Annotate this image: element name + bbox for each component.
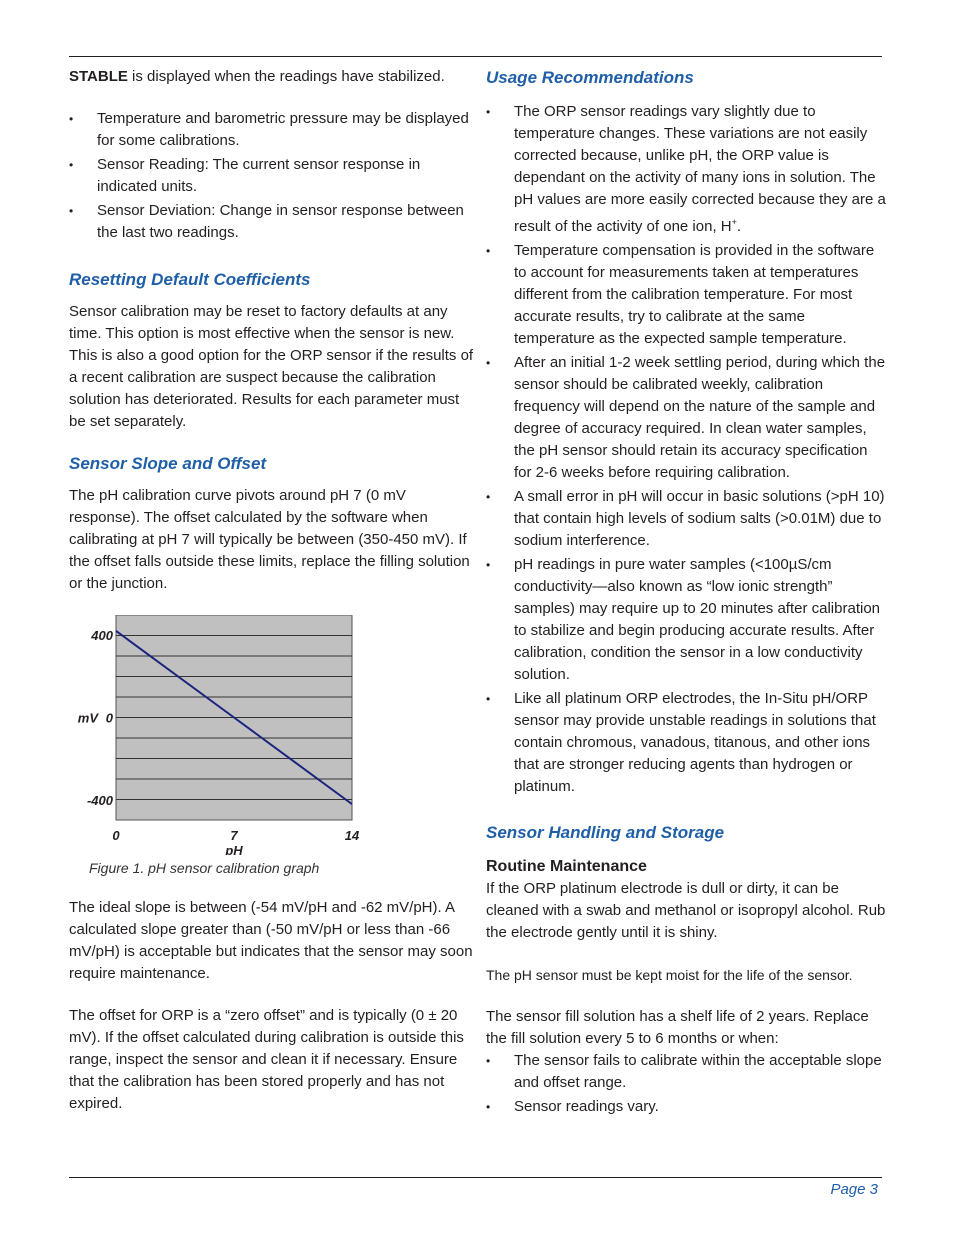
moist-paragraph: The pH sensor must be kept moist for the life of the sensor. (486, 967, 853, 983)
x-tick-label: 7 (230, 828, 238, 843)
stable-word: STABLE (69, 68, 128, 85)
routine-paragraph: If the ORP platinum electrode is dull or dirty, it can be cleaned with a swab and methanol or isopropyl alcohol. Rub the electrode gently until it is shiny. (486, 880, 886, 941)
list-item: • Like all platinum ORP electrodes, the In-Situ pH/ORP sensor may provide unstable readings in solutions that contain chromous, vanadous, titanous, and other ions that are stronger reducing agents than hydrogen or platinum. (486, 688, 886, 798)
figure-caption: Figure 1. pH sensor calibration graph (89, 860, 320, 876)
list-item: • A small error in pH will occur in basic solutions (>pH 10) that contain high levels of sodium salts (>0.01M) due to sodium interference. (486, 486, 886, 552)
calibration-chart (69, 615, 369, 855)
usage-heading: Usage Recommendations (486, 68, 694, 87)
top-rule (69, 56, 882, 57)
usage-bullet-text: The ORP sensor readings vary slightly due to temperature changes. These variations are not easily corrected because, unlike pH, the ORP value is dependant on the activity of many ions in solution. The pH values are more easily corrected because they are a result of the activity of one ion, H+. (514, 103, 886, 235)
routine-heading: Routine Maintenance (486, 858, 647, 875)
slope-paragraph: The pH calibration curve pivots around pH 7 (0 mV response). The offset calculated by the software when calibrating at pH 7 will typically be between (350-450 mV). If the offset falls outside these limits, replace the filling solution or the junction. (69, 487, 470, 592)
list-item: • pH readings in pure water samples (<100µS/cm conductivity—also known as “low ionic strength” samples) may require up to 20 minutes after calibration to stabilize and begin producing accurate results. After calibration, condition the sensor in a low conductivity solution. (486, 554, 886, 686)
list-item (486, 101, 886, 238)
y-tick-label: -400 (86, 793, 113, 808)
x-tick-label: 14 (344, 828, 360, 843)
x-axis-label: pH (225, 843, 243, 855)
list-item: • After an initial 1-2 week settling period, during which the sensor should be calibrated weekly, calibration frequency will depend on the nature of the sample and degree of accuracy required. In clean water samples, the pH sensor should retain its accuracy specification for 2-6 weeks before requiring calibration. (486, 352, 886, 484)
list-item: • Sensor readings vary. (486, 1096, 886, 1118)
orp-offset-paragraph: The offset for ORP is a “zero offset” and is typically (0 ± 20 mV). If the offset calculated during calibration is outside this range, inspect the sensor and clean it if necessary. Ensure that the calibration has been stored properly and has not expired. (69, 1007, 464, 1112)
calibration-chart-svg (69, 615, 369, 855)
ideal-slope-paragraph: The ideal slope is between (-54 mV/pH and -62 mV/pH). A calculated slope greater than (-50 mV/pH or less than -66 mV/pH) is acceptable but indicates that the sensor may soon require maintenance. (69, 899, 473, 982)
list-item: • Temperature compensation is provided in the software to account for measurements taken at temperatures different from the calibration temperature. For most accurate results, try to calibrate at the same temperature as the expected sample temperature. (486, 240, 886, 350)
reset-paragraph: Sensor calibration may be reset to factory defaults at any time. This option is most effective when the sensor is new. This is also a good option for the ORP sensor if the results of a recent calibration are suspect because the calibration solution has deteriorated. Results for each parameter must be set separately. (69, 303, 474, 430)
status-bullets (69, 108, 479, 244)
usage-bullets (486, 101, 886, 798)
list-item: • Temperature and barometric pressure may be displayed for some calibrations. (69, 108, 479, 152)
stable-rest: is displayed when the readings have stabilized. (127, 68, 445, 85)
right-column (486, 67, 886, 1118)
slope-heading: Sensor Slope and Offset (69, 454, 267, 473)
fill-paragraph: The sensor fill solution has a shelf life of 2 years. Replace the fill solution every 5 to 6 months or when: (486, 1008, 869, 1047)
list-item: • Sensor Reading: The current sensor response in indicated units. (69, 154, 479, 198)
reset-heading: Resetting Default Coefficients (69, 270, 311, 289)
superscript-plus: + (731, 217, 737, 227)
list-item: • Sensor Deviation: Change in sensor response between the last two readings. (69, 200, 479, 244)
handling-heading: Sensor Handling and Storage (486, 823, 725, 842)
y-tick-label: 0 (105, 710, 113, 726)
list-item: • The sensor fails to calibrate within the acceptable slope and offset range. (486, 1050, 886, 1094)
x-tick-label: 0 (112, 828, 120, 843)
left-column (69, 66, 479, 1115)
page-number: Page 3 (830, 1181, 878, 1198)
stable-paragraph (69, 66, 479, 88)
y-axis-label: mV (77, 710, 98, 726)
y-tick-label: 400 (91, 628, 113, 643)
bottom-rule (69, 1177, 882, 1178)
fill-bullets (486, 1050, 886, 1118)
